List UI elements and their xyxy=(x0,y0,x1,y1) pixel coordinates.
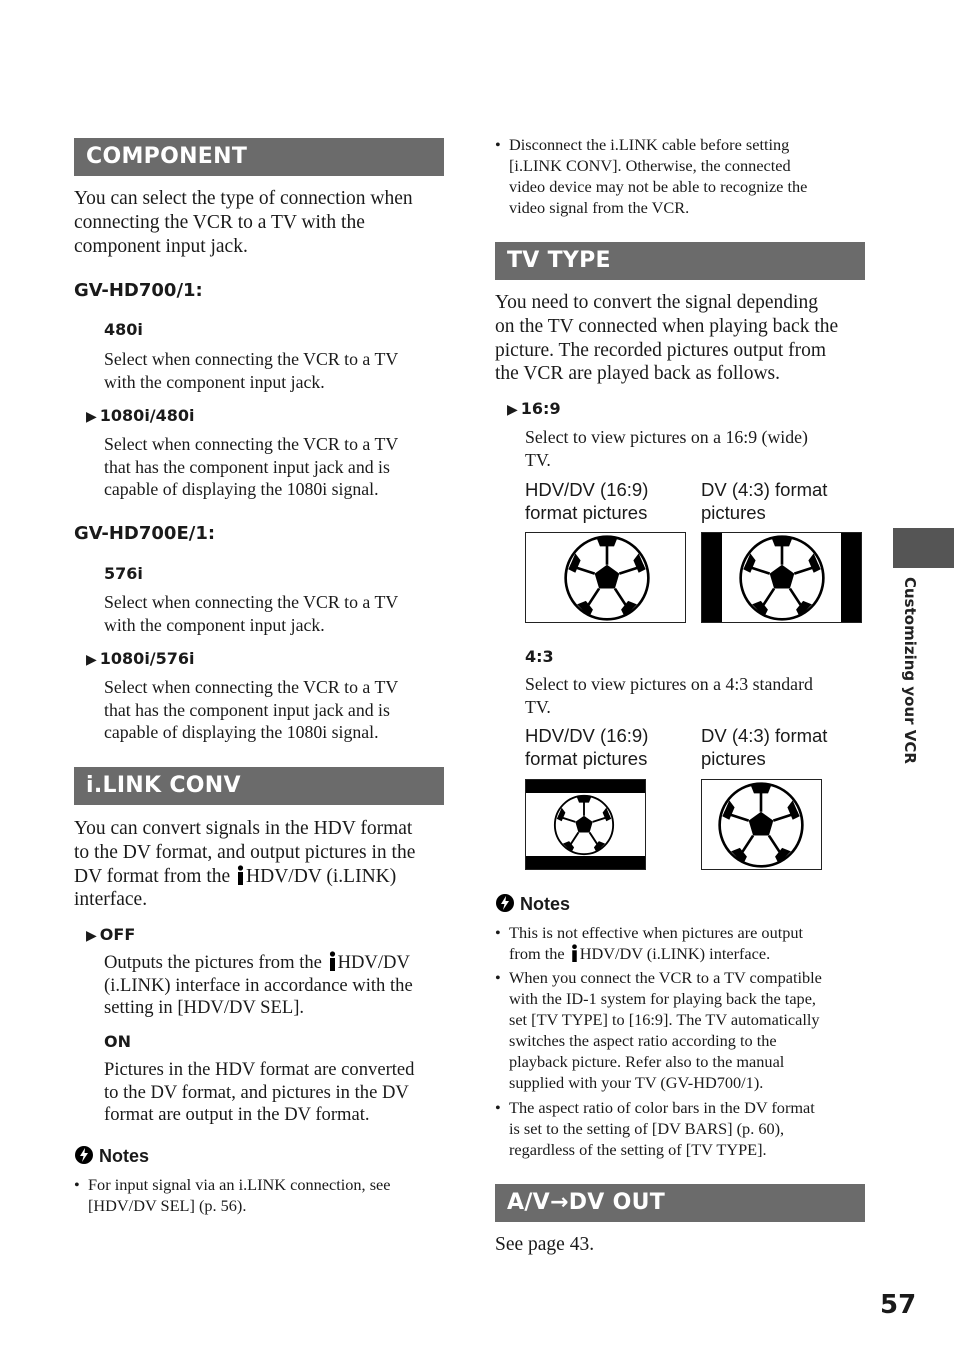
text-line: video signal from the VCR. xyxy=(509,198,690,217)
ilink-icon xyxy=(237,865,244,885)
text-fragment: Outputs the pictures from the xyxy=(104,952,322,973)
bullet: • xyxy=(495,968,501,987)
text-line: The aspect ratio of color bars in the DV format xyxy=(509,1098,815,1117)
text-line: format pictures xyxy=(525,502,648,523)
option-1080i-576i-desc xyxy=(104,676,398,744)
option-label: 1080i/576i xyxy=(99,649,195,668)
option-4-3: 4:3 xyxy=(525,647,554,666)
option-16-9-desc xyxy=(525,426,808,471)
caption-hdv xyxy=(525,724,648,770)
text-line xyxy=(74,865,415,889)
chapter-label-text: Customizing your VCR xyxy=(901,577,919,764)
text-line: setting in [HDV/DV SEL]. xyxy=(104,997,305,1018)
note-item xyxy=(74,1174,458,1216)
note-item xyxy=(495,967,879,1093)
option-on-desc xyxy=(104,1059,414,1127)
ball-picture-hdv-169 xyxy=(525,532,686,623)
text-line: capable of displaying the 1080i signal. xyxy=(104,722,379,742)
text-line: Select to view pictures on a 16:9 (wide) xyxy=(525,427,808,447)
text-line: that has the component input jack and is xyxy=(104,699,390,720)
text-line: TV. xyxy=(525,696,551,717)
option-16-9 xyxy=(507,399,561,418)
note-item xyxy=(495,922,879,964)
option-480i: 480i xyxy=(104,320,143,339)
ilink-icon xyxy=(329,951,336,971)
av-dv-out-heading: A/V→DV OUT xyxy=(495,1184,865,1222)
text-line: DV (4:3) format xyxy=(701,479,828,500)
text-line: the VCR are played back as follows. xyxy=(495,363,781,385)
ball-picture-dv-43 xyxy=(701,779,822,870)
text-line: DV (4:3) format xyxy=(701,725,828,746)
caption-hdv xyxy=(525,478,648,524)
text-line: Select when connecting the VCR to a TV xyxy=(104,434,399,454)
option-label: 1080i/480i xyxy=(99,406,195,425)
tv-type-heading: TV TYPE xyxy=(495,242,865,280)
notes-heading xyxy=(74,1145,149,1167)
text-fragment: from the xyxy=(509,944,565,963)
text-line: pictures xyxy=(701,748,766,769)
chapter-label xyxy=(897,577,921,777)
text-line: switches the aspect ratio according to the xyxy=(509,1031,777,1050)
ilink-intro xyxy=(74,817,415,912)
text-line: pictures xyxy=(701,502,766,523)
text-line: to the DV format, and pictures in the DV xyxy=(104,1081,409,1103)
text-line: supplied with your TV (GV-HD700/1). xyxy=(509,1073,764,1092)
text-line: [i.LINK CONV]. Otherwise, the connected xyxy=(509,156,791,175)
text-line: You can select the type of connection when xyxy=(74,188,413,209)
text-line: to the DV format, and output pictures in the xyxy=(74,841,416,863)
text-line: [HDV/DV SEL] (p. 56). xyxy=(88,1196,247,1215)
default-arrow-icon: ▶ xyxy=(86,928,97,944)
text-line: (i.LINK) interface in accordance with the xyxy=(104,974,413,996)
text-line: When you connect the VCR to a TV compatible xyxy=(509,968,822,987)
text-line: This is not effective when pictures are output xyxy=(509,923,804,942)
option-off xyxy=(86,925,135,944)
text-line: HDV/DV (16:9) xyxy=(525,725,649,746)
option-576i-desc xyxy=(104,591,398,636)
ilink-icon xyxy=(571,944,578,962)
text-line: video device may not be able to recognize the xyxy=(509,177,808,196)
soccer-ball-icon xyxy=(526,533,685,622)
text-line: Disconnect the i.LINK cable before setting xyxy=(509,135,790,154)
text-line: that has the component input jack and is xyxy=(104,456,390,477)
option-label: 16:9 xyxy=(520,399,561,418)
text-line: Select when connecting the VCR to a TV xyxy=(104,592,399,612)
text-line: component input jack. xyxy=(74,235,248,257)
notes-icon xyxy=(495,893,515,913)
bullet: • xyxy=(495,135,501,154)
option-1080i-480i-desc xyxy=(104,433,398,501)
notes-label: Notes xyxy=(520,894,571,914)
av-dv-out-text: See page 43. xyxy=(495,1234,595,1255)
notes-heading xyxy=(495,893,570,915)
page-number: 57 xyxy=(880,1290,917,1320)
default-arrow-icon: ▶ xyxy=(86,652,97,668)
text-line: interface. xyxy=(74,889,148,911)
text-line xyxy=(104,951,413,975)
option-480i-desc xyxy=(104,348,398,393)
text-line: with the ID-1 system for playing back the tape, xyxy=(509,989,816,1008)
option-off-desc xyxy=(104,951,413,1020)
soccer-ball-icon xyxy=(702,780,821,869)
text-fragment: HDV/DV (i.LINK) xyxy=(246,865,397,887)
ball-picture-dv-169 xyxy=(701,532,862,623)
option-4-3-desc xyxy=(525,673,813,718)
option-1080i-480i xyxy=(86,406,195,425)
text-line: You can convert signals in the HDV format xyxy=(74,818,413,839)
text-line: TV. xyxy=(525,449,551,470)
caption-dv xyxy=(701,478,827,524)
default-arrow-icon: ▶ xyxy=(86,409,97,425)
option-1080i-576i xyxy=(86,649,195,668)
text-fragment: HDV/DV (i.LINK) interface. xyxy=(579,944,771,963)
tv-type-intro xyxy=(495,291,838,386)
text-line: connecting the VCR to a TV with the xyxy=(74,211,365,233)
text-line xyxy=(509,943,879,964)
option-on: ON xyxy=(104,1032,131,1051)
text-line: Select to view pictures on a 4:3 standard xyxy=(525,674,813,694)
text-line: Select when connecting the VCR to a TV xyxy=(104,677,399,697)
text-line: capable of displaying the 1080i signal. xyxy=(104,479,379,499)
text-line: with the component input jack. xyxy=(104,371,325,392)
text-line: HDV/DV (16:9) xyxy=(525,479,649,500)
text-line: picture. The recorded pictures output from xyxy=(495,339,827,361)
chapter-tab xyxy=(893,528,954,568)
bullet: • xyxy=(495,1098,501,1117)
component-heading: COMPONENT xyxy=(74,138,444,176)
text-line: set [TV TYPE] to [16:9]. The TV automatically xyxy=(509,1010,820,1029)
text-fragment: HDV/DV xyxy=(337,952,410,973)
text-line: Pictures in the HDV format are converted xyxy=(104,1059,415,1080)
ilink-conv-heading: i.LINK CONV xyxy=(74,767,444,805)
text-line: format are output in the DV format. xyxy=(104,1104,370,1125)
text-line: regardless of the setting of [TV TYPE]. xyxy=(509,1140,767,1159)
text-line: format pictures xyxy=(525,748,648,769)
text-line: playback picture. Refer also to the manual xyxy=(509,1052,785,1071)
model-heading-1: GV-HD700/1: xyxy=(74,280,203,301)
text-line: Select when connecting the VCR to a TV xyxy=(104,349,399,369)
bullet: • xyxy=(495,923,501,942)
model-heading-2: GV-HD700E/1: xyxy=(74,523,216,544)
text-line: with the component input jack. xyxy=(104,614,325,635)
text-fragment: DV format from the xyxy=(74,865,231,887)
soccer-ball-icon xyxy=(702,533,861,622)
note-item xyxy=(495,134,879,218)
note-item xyxy=(495,1097,879,1160)
text-line: For input signal via an i.LINK connection, see xyxy=(88,1175,391,1194)
component-intro xyxy=(74,187,413,258)
option-label: OFF xyxy=(99,925,136,944)
bullet: • xyxy=(74,1175,80,1194)
ball-picture-hdv-43 xyxy=(525,779,646,870)
option-576i: 576i xyxy=(104,564,143,583)
caption-dv xyxy=(701,724,827,770)
text-line: is set to the setting of [DV BARS] (p. 60), xyxy=(509,1119,785,1138)
notes-icon xyxy=(74,1145,94,1165)
text-line: on the TV connected when playing back the xyxy=(495,315,839,337)
soccer-ball-icon xyxy=(526,780,645,869)
default-arrow-icon: ▶ xyxy=(507,402,518,418)
text-line: You need to convert the signal depending xyxy=(495,292,818,313)
notes-label: Notes xyxy=(99,1146,150,1166)
